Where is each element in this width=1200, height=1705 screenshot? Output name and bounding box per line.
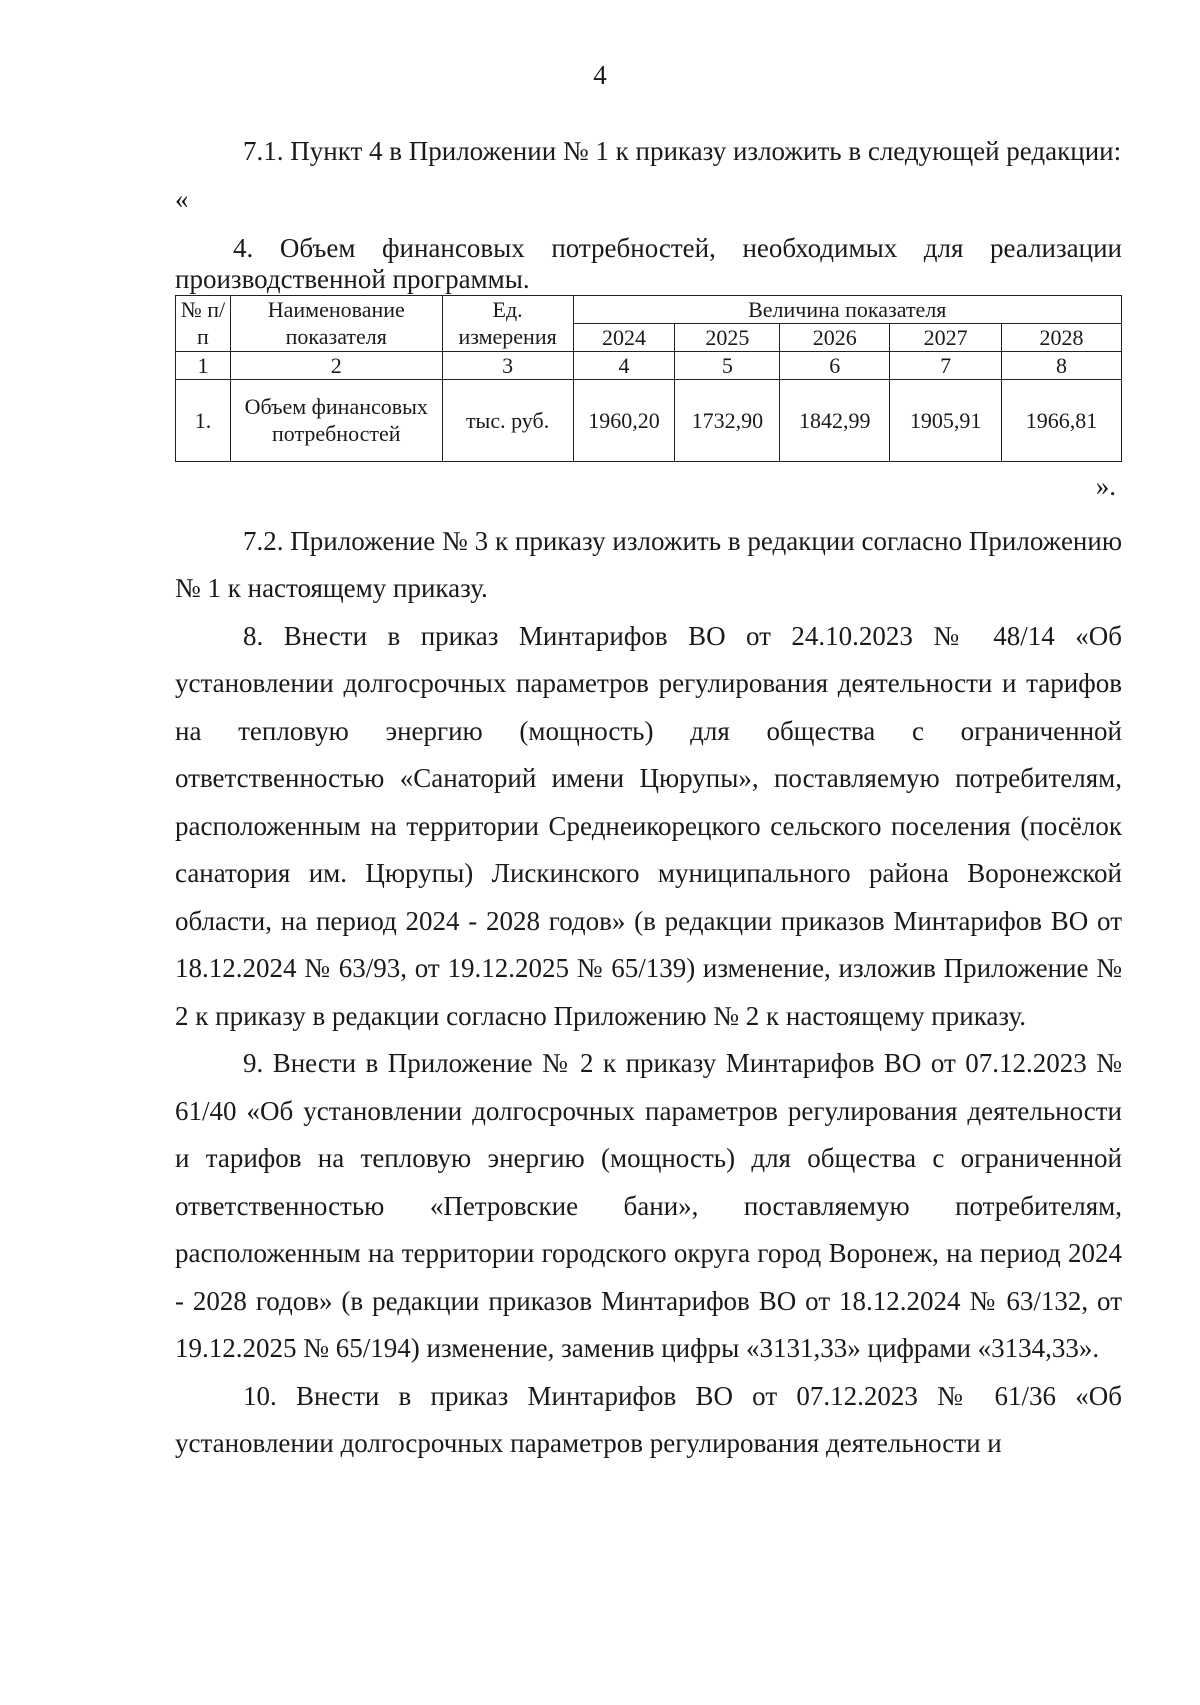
paragraph-7-1: 7.1. Пункт 4 в Приложении № 1 к приказу изложить в следующей редакции: xyxy=(243,136,1122,166)
financial-needs-table xyxy=(175,295,1122,462)
index-cell: 1 xyxy=(176,351,231,379)
index-row xyxy=(176,351,1122,379)
paragraph-9: 9. Внести в Приложение № 2 к приказу Минтарифов ВО от 07.12.2023 № 61/40 «Об установлении долгосрочных параметров регулирования деятельности и тарифов на тепловую энергию (мощность) для общества с ограниченной ответственностью «Петровские бани», поставляемую потребителям, расположенным на территории городского округа город Воронеж, на период 2024 - 2028 годов» (в редакции приказов Минтарифов ВО от 18.12.2024 № 63/132, от 19.12.2025 № 65/194) изменение, заменив цифры «3131,33» цифрами «3134,33». xyxy=(175,1048,1122,1363)
index-cell: 6 xyxy=(780,351,890,379)
row-value: 1905,91 xyxy=(890,379,1002,461)
index-cell: 7 xyxy=(890,351,1002,379)
row-unit: тыс. руб. xyxy=(442,379,573,461)
row-name: Объем финансовых потребностей xyxy=(230,379,442,461)
header-year: 2024 xyxy=(573,323,675,351)
header-value: Величина показателя xyxy=(573,295,1121,323)
row-value: 1966,81 xyxy=(1002,379,1122,461)
header-name: Наименование показателя xyxy=(230,295,442,351)
document-body xyxy=(175,128,1122,1468)
index-cell: 4 xyxy=(573,351,675,379)
header-year: 2025 xyxy=(675,323,780,351)
page-number: 4 xyxy=(593,60,607,90)
row-value: 1732,90 xyxy=(675,379,780,461)
paragraph-10: 10. Внести в приказ Минтарифов ВО от 07.12.2023 № 61/36 «Об установлении долгосрочных параметров регулирования деятельности и xyxy=(175,1380,1122,1458)
row-value: 1960,20 xyxy=(573,379,675,461)
paragraph-8: 8. Внести в приказ Минтарифов ВО от 24.10.2023 № 48/14 «Об установлении долгосрочных параметров регулирования деятельности и тарифов на тепловую энергию (мощность) для общества с ограниченной ответственностью «Санаторий имени Цюрупы», поставляемую потребителям, расположенным на территории Среднеикорецкого сельского поселения (посёлок санатория им. Цюрупы) Лискинского муниципального района Воронежской области, на период 2024 - 2028 годов» (в редакции приказов Минтарифов ВО от 18.12.2024 № 63/93, от 19.12.2025 № 65/139) изменение, изложив Приложение № 2 к приказу в редакции согласно Приложению № 2 к настоящему приказу. xyxy=(175,620,1122,1031)
index-cell: 5 xyxy=(675,351,780,379)
header-year: 2026 xyxy=(780,323,890,351)
index-cell: 8 xyxy=(1002,351,1122,379)
header-num: № п/п xyxy=(176,295,231,351)
header-year: 2027 xyxy=(890,323,1002,351)
row-value: 1842,99 xyxy=(780,379,890,461)
index-cell: 3 xyxy=(442,351,573,379)
row-num: 1. xyxy=(176,379,231,461)
quote-close: ». xyxy=(1095,470,1116,501)
table-row xyxy=(176,379,1122,461)
header-unit: Ед. измерения xyxy=(442,295,573,351)
table-caption: 4. Объем финансовых потребностей, необходимых для реализации производственной программы. xyxy=(175,232,1122,294)
header-year: 2028 xyxy=(1002,323,1122,351)
paragraph-7-2: 7.2. Приложение № 3 к приказу изложить в редакции согласно Приложению № 1 к настоящему приказу. xyxy=(175,525,1122,603)
quote-open: « xyxy=(175,183,189,214)
index-cell: 2 xyxy=(230,351,442,379)
